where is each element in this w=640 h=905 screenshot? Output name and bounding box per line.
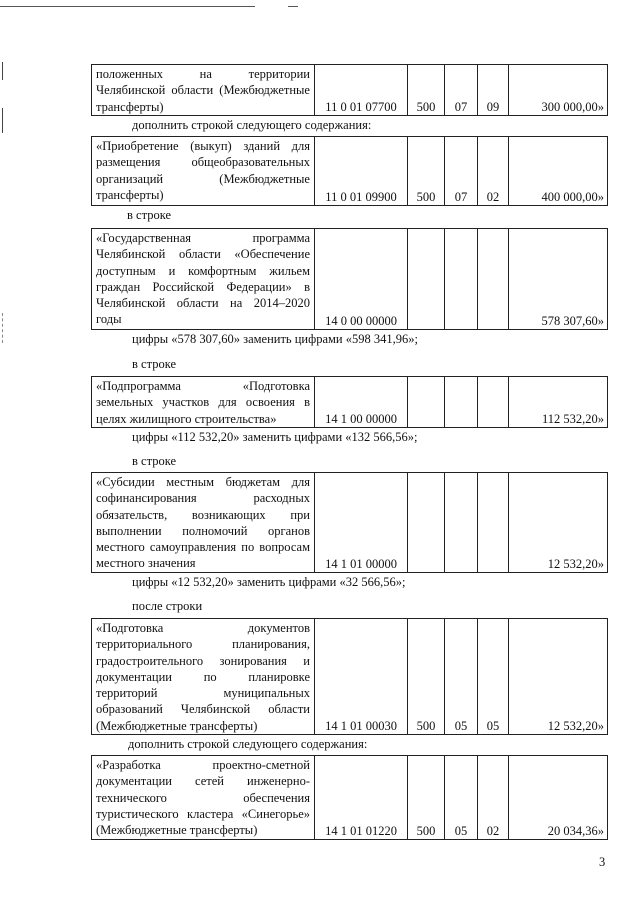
expense-type: 500: [408, 137, 445, 206]
table-row: [92, 756, 608, 840]
expense-type: 500: [408, 619, 445, 735]
budget-table-row-2: [91, 136, 608, 206]
target-code: 14 0 00 00000: [315, 229, 408, 330]
target-code: 11 0 01 09900: [315, 137, 408, 206]
budget-table-row-4: [91, 376, 608, 428]
target-code: 14 1 00 00000: [315, 377, 408, 428]
subsection-code: 02: [478, 137, 509, 206]
instruction-text: цифры «112 532,20» заменить цифрами «132 566,56»;: [132, 430, 418, 444]
instruction-text: в строке: [127, 208, 172, 222]
item-name: «Государственная программа Челябинской области «Обеспечение доступным и комфортным жильем граждан Российской Федерации» в Челябинской области на 2014–2020 годы: [92, 229, 315, 330]
section-code: [445, 229, 478, 330]
target-code: 11 0 01 07700: [315, 65, 408, 116]
amount: 300 000,00»: [509, 65, 608, 116]
budget-table-row-5: [91, 472, 608, 573]
instruction-text: после строки: [132, 599, 203, 613]
expense-type: [408, 229, 445, 330]
table-row: [92, 619, 608, 735]
margin-mark: [2, 62, 3, 80]
amount: 20 034,36»: [509, 756, 608, 840]
section-code: [445, 377, 478, 428]
subsection-code: [478, 377, 509, 428]
table-row: [92, 229, 608, 330]
target-code: 14 1 01 01220: [315, 756, 408, 840]
amount: 400 000,00»: [509, 137, 608, 206]
top-border-line: [0, 6, 255, 7]
amount: 578 307,60»: [509, 229, 608, 330]
instruction-text: дополнить строкой следующего содержания:: [132, 118, 372, 132]
table-row: [92, 137, 608, 206]
item-name: положенных на территории Челябинской области (Межбюджетные трансферты): [92, 65, 315, 116]
top-border-dash: [288, 6, 298, 7]
table-row: [92, 377, 608, 428]
section-code: 05: [445, 756, 478, 840]
instruction-text: цифры «578 307,60» заменить цифрами «598 341,96»;: [132, 332, 418, 346]
target-code: 14 1 01 00030: [315, 619, 408, 735]
item-name: «Подготовка документов территориального планирования, градостроительного зонирования и документации по планировке территорий муниципальных образований Челябинской области (Межбюджетные трансферты): [92, 619, 315, 735]
expense-type: [408, 377, 445, 428]
amount: 12 532,20»: [509, 619, 608, 735]
item-name: «Подпрограмма «Подготовка земельных участков для освоения в целях жилищного строительства»: [92, 377, 315, 428]
section-code: [445, 473, 478, 573]
item-name: «Приобретение (выкуп) зданий для размещения общеобразовательных организаций (Межбюджетные трансферты): [92, 137, 315, 206]
page-number: 3: [599, 855, 606, 869]
subsection-code: [478, 229, 509, 330]
amount: 112 532,20»: [509, 377, 608, 428]
item-name: «Разработка проектно-сметной документации сетей инженерно-технического обеспечения туристического кластера «Синегорье» (Межбюджетные трансферты): [92, 756, 315, 840]
subsection-code: [478, 473, 509, 573]
table-row: [92, 65, 608, 116]
expense-type: 500: [408, 756, 445, 840]
target-code: 14 1 01 00000: [315, 473, 408, 573]
margin-mark: [2, 313, 4, 343]
section-code: 07: [445, 137, 478, 206]
subsection-code: 02: [478, 756, 509, 840]
item-name: «Субсидии местным бюджетам для софинансирования расходных обязательств, возникающих при выполнении полномочий органов местного самоуправления по вопросам местного значения: [92, 473, 315, 573]
table-row: [92, 473, 608, 573]
expense-type: [408, 473, 445, 573]
budget-table-row-1: [91, 64, 608, 116]
instruction-text: цифры «12 532,20» заменить цифрами «32 566,56»;: [132, 575, 406, 589]
subsection-code: 05: [478, 619, 509, 735]
margin-mark: [2, 108, 3, 133]
amount: 12 532,20»: [509, 473, 608, 573]
instruction-text: в строке: [132, 454, 177, 468]
subsection-code: 09: [478, 65, 509, 116]
budget-table-row-6: [91, 618, 608, 735]
instruction-text: дополнить строкой следующего содержания:: [128, 737, 368, 751]
budget-table-row-7: [91, 755, 608, 840]
expense-type: 500: [408, 65, 445, 116]
budget-table-row-3: [91, 228, 608, 330]
section-code: 07: [445, 65, 478, 116]
instruction-text: в строке: [132, 357, 177, 371]
section-code: 05: [445, 619, 478, 735]
